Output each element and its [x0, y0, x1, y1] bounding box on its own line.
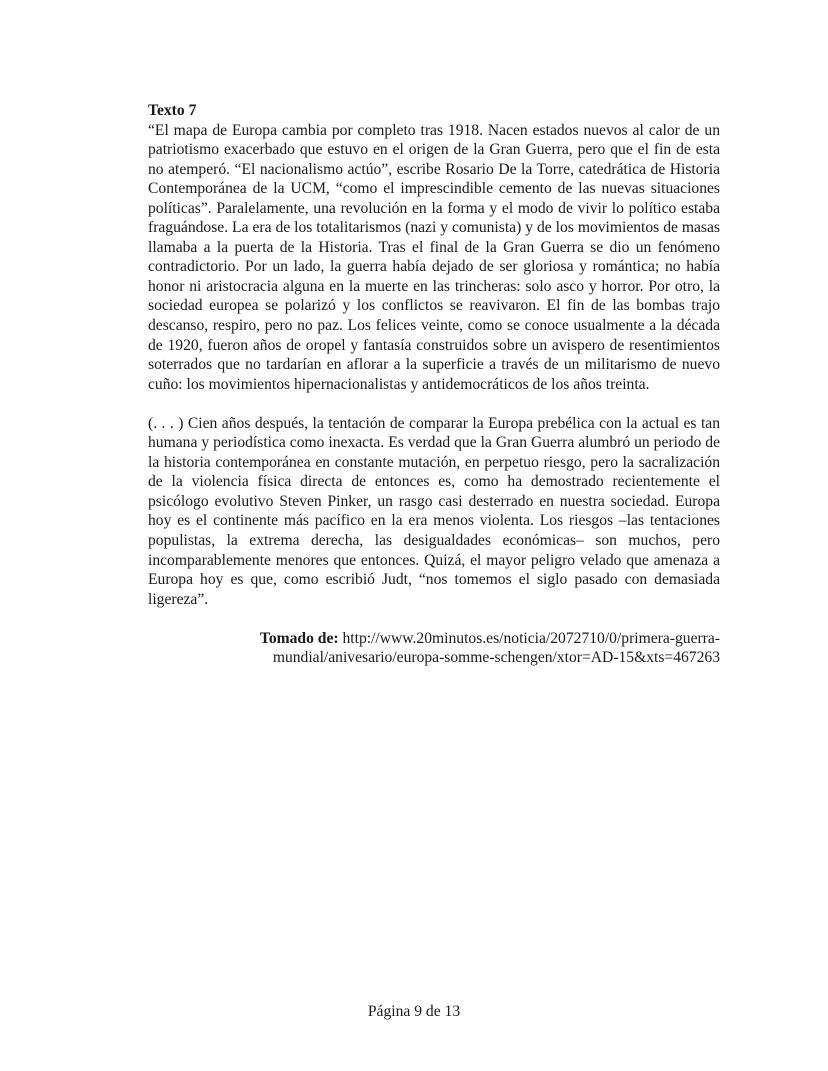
section-heading: Texto 7	[148, 102, 197, 119]
paragraph-2: (. . . ) Cien años después, la tentación de comparar la Europa prebélica con la actual es tan humana y periodística como inexacta. Es verdad que la Gran Guerra alumbró un periodo de la historia contemporánea en constante mutación, en perpetuo riesgo, pero la sacralización de la violencia física directa de entonces es, como ha demostrado recientemente el psicólogo evolutivo Steven Pinker, un rasgo casi desterrado en nuestra sociedad. Europa hoy es el continente más pacífico en la era menos violenta. Los riesgos –las tentaciones populistas, la extrema derecha, las desigualdades económicas– son muchos, pero incomparablemente menores que entonces. Quizá, el mayor peligro velado que amenaza a Europa hoy es que, como escribió Judt, “nos tomemos el siglo pasado con demasiada ligereza”.	[148, 414, 720, 608]
source-citation	[148, 629, 720, 668]
source-label: Tomado de:	[259, 629, 339, 647]
source-url-line1: http://www.20minutos.es/noticia/2072710/0/primera-guerra-	[342, 629, 720, 647]
paragraph-1: “El mapa de Europa cambia por completo tras 1918. Nacen estados nuevos al calor de un patriotismo exacerbado que estuvo en el origen de la Gran Guerra, pero que el fin de esta no atemperó. “El nacionalismo actúo”, escribe Rosario De la Torre, catedrática de Historia Contemporánea de la UCM, “como el imprescindible cemento de las nuevas situaciones políticas”. Paralelamente, una revolución en la forma y el modo de vivir lo político estaba fraguándose. La era de los totalitarismos (nazi y comunista) y de los movimientos de masas llamaba a la puerta de la Historia. Tras el final de la Gran Guerra se dio un fenómeno contradictorio. Por un lado, la guerra había dejado de ser gloriosa y romántica; no había honor ni aristocracia alguna en la muerte en las trincheras: solo asco y horror. Por otro, la sociedad europea se polarizó y los conflictos se reavivaron. El fin de las bombas trajo descanso, respiro, pero no paz. Los felices veinte, como se conoce usualmente a la década de 1920, fueron años de oropel y fantasía construidos sobre un avispero de resentimientos soterrados que no tardarían en aflorar a la superficie a través de un militarismo de nuevo cuño: los movimientos hipernacionalistas y antidemocráticos de los años treinta.	[148, 121, 720, 393]
page-number: Página 9 de 13	[367, 1003, 461, 1020]
document-body	[148, 101, 720, 668]
source-url-line2: mundial/anivesario/europa-somme-schengen/xtor=AD-15&xts=467263	[272, 649, 720, 667]
